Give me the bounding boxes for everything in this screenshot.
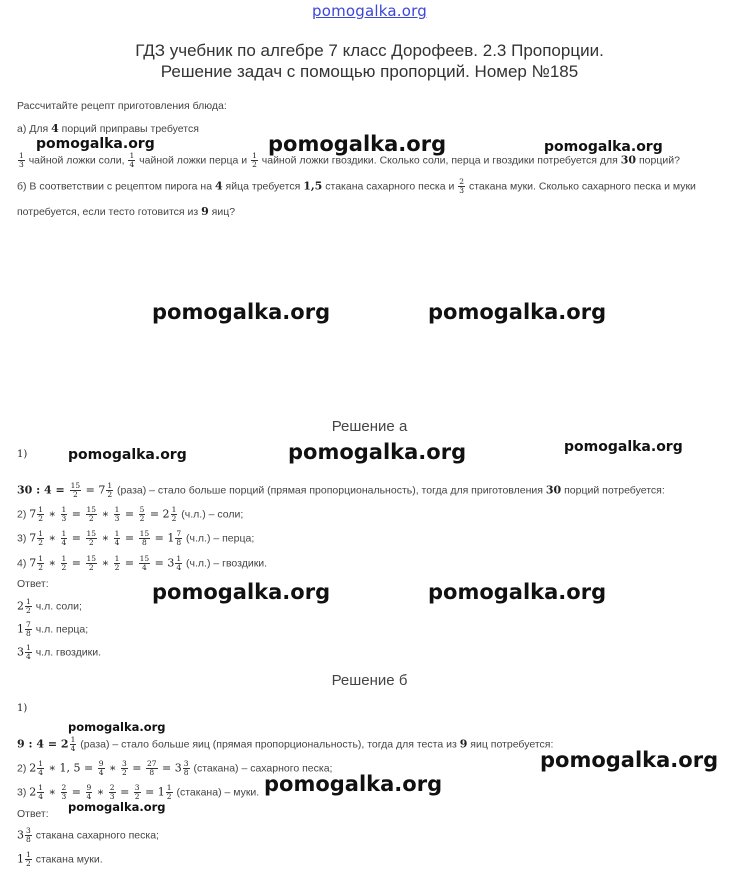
watermark: pomogalka.org: [268, 132, 447, 156]
solution-a-answer-2: 1 $\frac{7}{8}$ ч.л. перца;: [17, 620, 89, 638]
problem-intro: Рассчитайте рецепт приготовления блюда:: [17, 100, 227, 112]
solution-b-answer-2: 1 $\frac{1}{2}$ стакана муки.: [17, 850, 103, 868]
solution-a-answer-3: 3 $\frac{1}{4}$ ч.л. гвоздики.: [17, 643, 102, 661]
solution-a-answer-1: 2 $\frac{1}{2}$ ч.л. соли;: [17, 597, 82, 615]
solution-b-heading: Решение б: [331, 672, 408, 689]
solution-a-step1-label: 1): [17, 449, 28, 460]
watermark: pomogalka.org: [68, 720, 166, 734]
watermark: pomogalka.org: [152, 580, 331, 604]
watermark: pomogalka.org: [288, 440, 467, 464]
watermark: pomogalka.org: [68, 800, 166, 814]
solution-a-step4: 4) 7 $\frac{1}{2}$ ∗ $\frac{1}{2}$ = $\frac{15}{2}$ ∗ $\frac{1}{2}$ = $\frac{15}{4}$ = 3 $\frac{1}{4}$ (ч.л.) – гвоздики.: [17, 554, 268, 572]
site-logo-link[interactable]: pomogalka.org: [312, 2, 427, 20]
solution-b-step2: 2) 2 $\frac{1}{4}$ ∗ 1, 5 = $\frac{9}{4}$ ∗ $\frac{3}{2}$ = $\frac{27}{8}$ = 3 $\frac{3}{8}$ (стакана) – сахарного песка;: [17, 759, 333, 777]
watermark: pomogalka.org: [152, 300, 331, 324]
watermark: pomogalka.org: [428, 300, 607, 324]
watermark: pomogalka.org: [544, 139, 663, 155]
watermark: pomogalka.org: [564, 439, 683, 455]
solution-b-step1-label: 1): [17, 703, 28, 714]
page-title-line1: ГДЗ учебник по алгебре 7 класс Дорофеев. 2.3 Пропорции.: [135, 41, 604, 60]
problem-b-line1: б) В соответствии с рецептом пирога на 4 яйца требуется 1,5 стакана сахарного песка и $\frac{2}{3}$ стакана муки. Сколько сахарного песка и муки: [17, 177, 696, 195]
solution-b-eq1: 9 : 4 = 2 $\frac{1}{4}$ (раза) – стало больше яиц (прямая пропорциональность), тогда для теста из 9 яиц потребуется:: [17, 735, 554, 753]
watermark: pomogalka.org: [264, 772, 443, 796]
solution-a-answer-label: Ответ:: [17, 578, 49, 590]
watermark: pomogalka.org: [36, 136, 155, 152]
solution-a-eq1: 30 : 4 = $\frac{15}{2}$ = 7 $\frac{1}{2}$ (раза) – стало больше порций (прямая пропорциональность), тогда для приготовления 30 порций потребуется:: [17, 481, 665, 499]
solution-a-heading: Решение а: [331, 418, 408, 435]
problem-a-line2: $\frac{1}{3}$ чайной ложки соли, $\frac{1}{4}$ чайной ложки перца и $\frac{1}{2}$ чайной ложки гвоздики. Сколько соли, перца и гвоздики потребуется для 30 порций?: [19, 151, 680, 169]
solution-b-step3: 3) 2 $\frac{1}{4}$ ∗ $\frac{2}{3}$ = $\frac{9}{4}$ ∗ $\frac{2}{3}$ = $\frac{3}{2}$ = 1 $\frac{1}{2}$ (стакана) – муки.: [17, 783, 260, 801]
watermark: pomogalka.org: [428, 580, 607, 604]
solution-a-step2: 2) 7 $\frac{1}{2}$ ∗ $\frac{1}{3}$ = $\frac{15}{2}$ ∗ $\frac{1}{3}$ = $\frac{5}{2}$ = 2 $\frac{1}{2}$ (ч.л.) – соли;: [17, 505, 244, 523]
solution-a-step3: 3) 7 $\frac{1}{2}$ ∗ $\frac{1}{4}$ = $\frac{15}{2}$ ∗ $\frac{1}{4}$ = $\frac{15}{8}$ = 1 $\frac{7}{8}$ (ч.л.) – перца;: [17, 529, 255, 547]
problem-b-line2: потребуется, если тесто готовится из 9 яиц?: [17, 205, 236, 218]
problem-a-line1: а) Для 4 порций приправы требуется: [17, 122, 199, 135]
solution-b-answer-label: Ответ:: [17, 808, 49, 820]
solution-b-answer-1: 3 $\frac{3}{8}$ стакана сахарного песка;: [17, 826, 159, 844]
watermark: pomogalka.org: [68, 447, 187, 463]
watermark: pomogalka.org: [540, 748, 719, 772]
page-title-line2: Решение задач с помощью пропорций. Номер №185: [160, 62, 579, 81]
